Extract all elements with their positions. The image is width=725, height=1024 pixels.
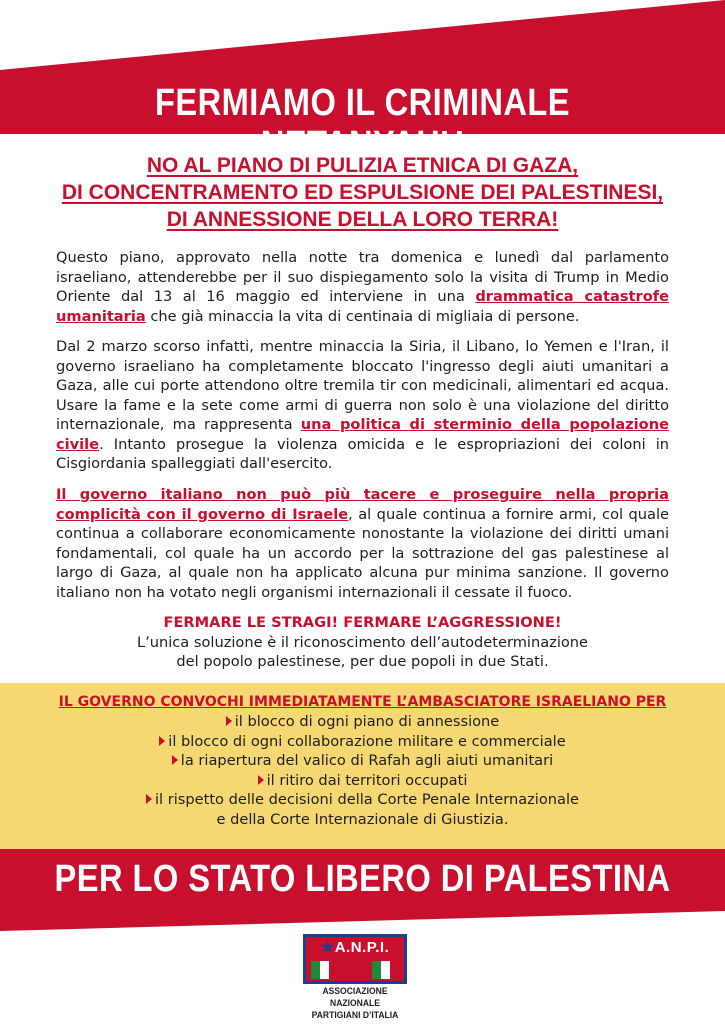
subtitle-line-1: NO AL PIANO DI PULIZIA ETNICA DI GAZA,: [146, 154, 579, 177]
list-item: [0, 732, 725, 752]
subtitle-line-2: DI CONCENTRAMENTO ED ESPULSIONE DEI PALESTINESI,: [61, 181, 664, 204]
logo-name: [302, 986, 408, 1022]
paragraph-text: . Intanto prosegue la violenza omicida e le espropriazioni dei coloni in Cisgiordania spalleggiati dall'esercito.: [56, 435, 669, 472]
paragraph-plan: [56, 248, 669, 326]
paragraph-text: , al quale continua a fornire armi, col quale continua a collaborare economicamente nonostante la violazione dei diritti umani fondamentali, col quale ha un accordo per la sottrazione del gas palestinese al largo di Gaza, al quale non ha applicato alcuna pur minima sanzione. Il governo italiano non ha votato negli organismi internazionali il cessate il fuoco.: [56, 505, 669, 601]
list-item: [0, 771, 725, 791]
triangle-bullet-icon: [258, 775, 264, 785]
list-item-text: il blocco di ogni collaborazione militare e commerciale: [168, 732, 566, 750]
highlight-italian-complicity: Il governo italiano non può più tacere e proseguire nella propria complicità con il governo di Israele: [56, 486, 669, 523]
headline: FERMIAMO IL CRIMINALE NETANYAHU: [154, 82, 571, 166]
list-item-text: la riapertura del valico di Rafah agli aiuti umanitari: [180, 752, 554, 769]
list-item: [0, 751, 725, 771]
italian-flags-icon: [309, 959, 401, 979]
star-icon: ★: [320, 939, 335, 956]
anpi-logo: [296, 934, 414, 1019]
triangle-bullet-icon: [226, 716, 232, 726]
triangle-bullet-icon: [159, 736, 165, 746]
demands-list: [0, 712, 725, 829]
triangle-bullet-icon: [146, 794, 152, 804]
list-item-text: il ritiro dai territori occupati: [266, 771, 468, 789]
paragraph-text: che già minaccia la vita di centinaia di migliaia di persone.: [145, 307, 580, 325]
closing-statement: [56, 613, 669, 672]
paragraph-italian-government: [56, 485, 669, 602]
demands-title: IL GOVERNO CONVOCHI IMMEDIATAMENTE L’AMBASCIATORE ISRAELIANO PER: [58, 694, 667, 710]
slogan: FERMARE LE STRAGI! FERMARE L’AGGRESSIONE!: [163, 614, 562, 631]
subtitle: [40, 152, 685, 233]
paragraph-blockade: [56, 337, 669, 474]
list-item-text: e della Corte Internazionale di Giustizia.: [216, 810, 509, 828]
closing-line: del popolo palestinese, per due popoli in due Stati.: [176, 653, 549, 670]
logo-name-line: ASSOCIAZIONE NAZIONALE: [322, 986, 388, 1009]
subtitle-line-3: DI ANNESSIONE DELLA LORO TERRA!: [166, 208, 559, 231]
logo-acronym-text: A.N.P.I.: [334, 939, 390, 956]
closing-line: L’unica soluzione è il riconoscimento dell’autodeterminazione: [136, 633, 589, 651]
list-item-text: il rispetto delle decisioni della Corte Penale Internazionale: [154, 791, 580, 808]
footer-headline: PER LO STATO LIBERO DI PALESTINA: [54, 858, 671, 900]
list-item: [0, 790, 725, 810]
triangle-bullet-icon: [172, 755, 178, 765]
highlight-extermination-policy: una politica di sterminio della popolazione civile: [56, 416, 669, 453]
logo-sign: [303, 934, 407, 984]
paragraph-text: Dal 2 marzo scorso infatti, mentre minaccia la Siria, il Libano, lo Yemen e l'Iran, il governo israeliano ha completamente bloccato l'ingresso degli aiuti umanitari a Gaza, alle cui porte attendono oltre tremila tir con medicinali, alimentari ed acqua. Usare la fame e la sete come armi di guerra non solo è una violazione del diritto internazionale, ma rappresenta: [56, 338, 669, 433]
list-item-text: il blocco di ogni piano di annessione: [234, 713, 500, 730]
highlight-humanitarian-catastrophe: drammatica catastrofe umanitaria: [56, 288, 669, 325]
logo-name-line: PARTIGIANI D’ITALIA: [311, 1010, 399, 1021]
list-item-continuation: [0, 810, 725, 830]
logo-acronym: [306, 939, 404, 957]
list-item: [0, 712, 725, 732]
paragraph-text: Questo piano, approvato nella notte tra domenica e lunedì dal parlamento israeliano, attenderebbe per il suo dispiegamento solo la visita di Trump in Medio Oriente dal 13 al 16 maggio ed interviene in una: [56, 249, 669, 305]
